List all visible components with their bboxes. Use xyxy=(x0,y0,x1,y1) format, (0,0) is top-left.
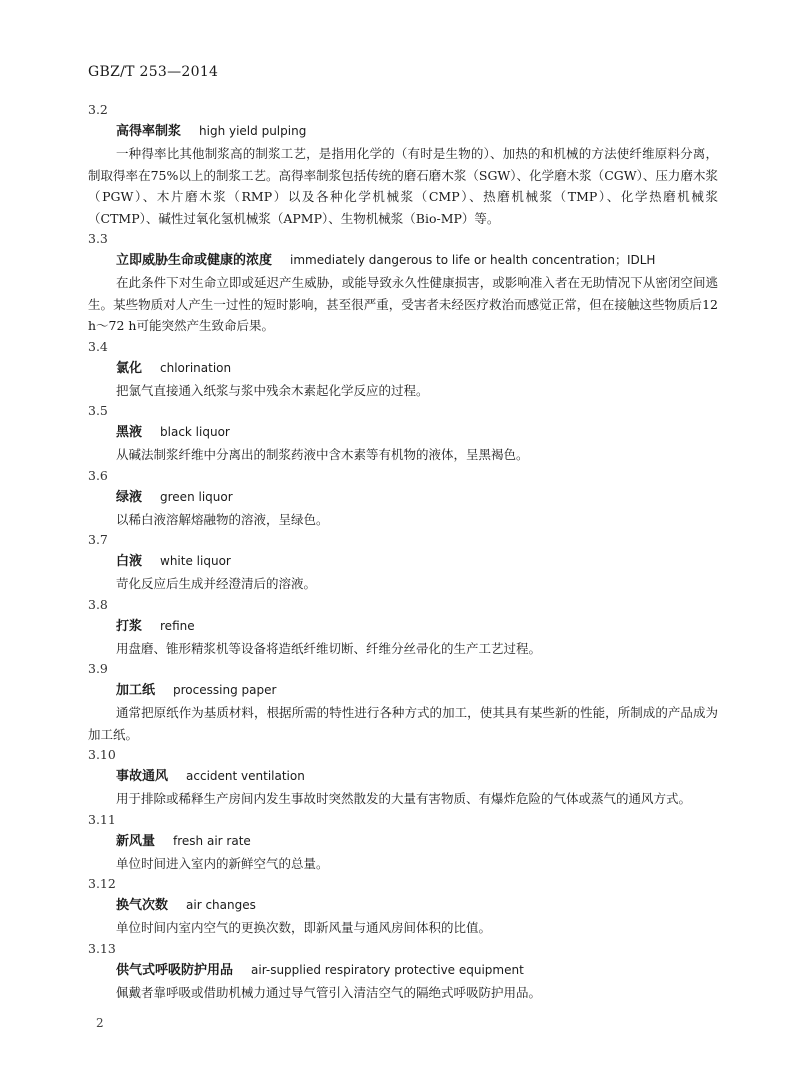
term-english: immediately dangerous to life or health concentration；IDLH xyxy=(290,253,656,267)
term-number: 3.2 xyxy=(88,102,108,117)
term-english: fresh air rate xyxy=(173,833,251,848)
term-chinese: 白液 xyxy=(116,554,143,569)
term-chinese: 绿液 xyxy=(116,489,143,505)
term-heading xyxy=(88,959,718,982)
term-heading xyxy=(88,679,718,702)
term-definition: 单位时间进入室内的新鲜空气的总量。 xyxy=(116,855,329,871)
term-definition: 用盘磨、锥形精浆机等设备将造纸纤维切断、纤维分丝帚化的生产工艺过程。 xyxy=(116,640,542,656)
term-chinese: 打浆 xyxy=(116,618,143,634)
term-heading xyxy=(88,249,718,272)
term-chinese: 事故通风 xyxy=(116,769,169,784)
term-number: 3.7 xyxy=(88,532,108,547)
term-chinese: 加工纸 xyxy=(116,683,156,698)
term-english: high yield pulping xyxy=(199,124,307,138)
term-number: 3.3 xyxy=(88,231,108,246)
term-heading xyxy=(88,894,718,917)
term-entry xyxy=(88,229,718,337)
term-chinese: 换气次数 xyxy=(116,898,169,913)
term-english: white liquor xyxy=(160,554,231,568)
term-heading xyxy=(88,550,718,573)
term-heading xyxy=(88,615,718,638)
term-number: 3.6 xyxy=(88,467,108,483)
term-entry xyxy=(88,595,718,660)
term-heading xyxy=(88,486,718,509)
term-number: 3.8 xyxy=(88,596,108,612)
term-entry xyxy=(88,401,718,466)
term-chinese: 高得率制浆 xyxy=(116,124,182,139)
term-number: 3.5 xyxy=(88,403,108,418)
term-chinese: 黑液 xyxy=(116,425,143,440)
term-heading xyxy=(88,421,718,444)
term-definition: 一种得率比其他制浆高的制浆工艺，是指用化学的（有时是生物的）、加热的和机械的方法使纤维原料分离，制取得率在75%以上的制浆工艺。高得率制浆包括传统的磨石磨木浆（SGW）、化学磨木浆（CGW）、压力磨木浆（PGW）、木片磨木浆（RMP）以及各种化学机械浆（CMP）、热磨机械浆（TMP）、化学热磨机械浆（CTMP）、碱性过氧化氢机械浆（APMP）、生物机械浆（Bio-MP）等。 xyxy=(88,146,718,226)
term-heading xyxy=(88,765,718,788)
page-number: 2 xyxy=(96,1016,104,1030)
term-definition: 从碱法制浆纤维中分离出的制浆药液中含木素等有机物的液体，呈黑褐色。 xyxy=(116,447,529,462)
term-entry xyxy=(88,810,718,875)
term-definition: 用于排除或稀释生产房间内发生事故时突然散发的大量有害物质、有爆炸危险的气体或蒸气的通风方式。 xyxy=(116,791,692,806)
term-number: 3.13 xyxy=(88,940,116,956)
term-definition: 通常把原纸作为基质材料，根据所需的特性进行各种方式的加工，使其具有某些新的性能，所制成的产品成为加工纸。 xyxy=(88,705,718,742)
term-english: air-supplied respiratory protective equipment xyxy=(251,962,524,977)
term-entry xyxy=(88,530,718,595)
term-entry xyxy=(88,745,718,810)
term-number: 3.9 xyxy=(88,661,108,676)
term-chinese: 氯化 xyxy=(116,360,143,376)
standard-code: GBZ/T 253—2014 xyxy=(88,64,219,80)
terms-list xyxy=(88,100,718,1003)
term-english: chlorination xyxy=(160,360,232,375)
term-entry xyxy=(88,874,718,939)
term-definition: 在此条件下对生命立即或延迟产生威胁，或能导致永久性健康损害，或影响准入者在无助情况下从密闭空间逃生。某些物质对人产生一过性的短时影响，甚至很严重，受害者未经医疗救治而感觉正常，但在接触这些物质后12 h～72 h可能突然产生致命后果。 xyxy=(88,275,718,333)
term-definition: 佩戴者靠呼吸或借助机械力通过导气管引入清洁空气的隔绝式呼吸防护用品。 xyxy=(116,984,542,1000)
term-number: 3.4 xyxy=(88,338,108,354)
term-heading xyxy=(88,357,718,380)
term-entry xyxy=(88,659,718,745)
term-chinese: 立即威胁生命或健康的浓度 xyxy=(116,253,273,268)
term-english: refine xyxy=(160,618,195,633)
term-entry xyxy=(88,466,718,531)
term-english: processing paper xyxy=(173,683,277,697)
term-definition: 以稀白液溶解熔融物的溶液，呈绿色。 xyxy=(116,511,329,527)
term-english: green liquor xyxy=(160,489,233,504)
term-entry xyxy=(88,337,718,402)
term-chinese: 新风量 xyxy=(116,833,156,849)
term-entry xyxy=(88,939,718,1004)
term-definition: 把氯气直接通入纸浆与浆中残余木素起化学反应的过程。 xyxy=(116,382,429,398)
term-heading xyxy=(88,830,718,853)
term-definition: 苛化反应后生成并经澄清后的溶液。 xyxy=(116,576,317,591)
term-chinese: 供气式呼吸防护用品 xyxy=(116,962,234,978)
term-english: accident ventilation xyxy=(186,769,305,783)
term-number: 3.10 xyxy=(88,747,116,762)
term-heading xyxy=(88,120,718,143)
term-number: 3.11 xyxy=(88,811,116,827)
term-english: air changes xyxy=(186,898,256,912)
term-number: 3.12 xyxy=(88,876,116,891)
term-english: black liquor xyxy=(160,425,230,439)
term-definition: 单位时间内室内空气的更换次数，即新风量与通风房间体积的比值。 xyxy=(116,920,492,935)
term-entry xyxy=(88,100,718,229)
